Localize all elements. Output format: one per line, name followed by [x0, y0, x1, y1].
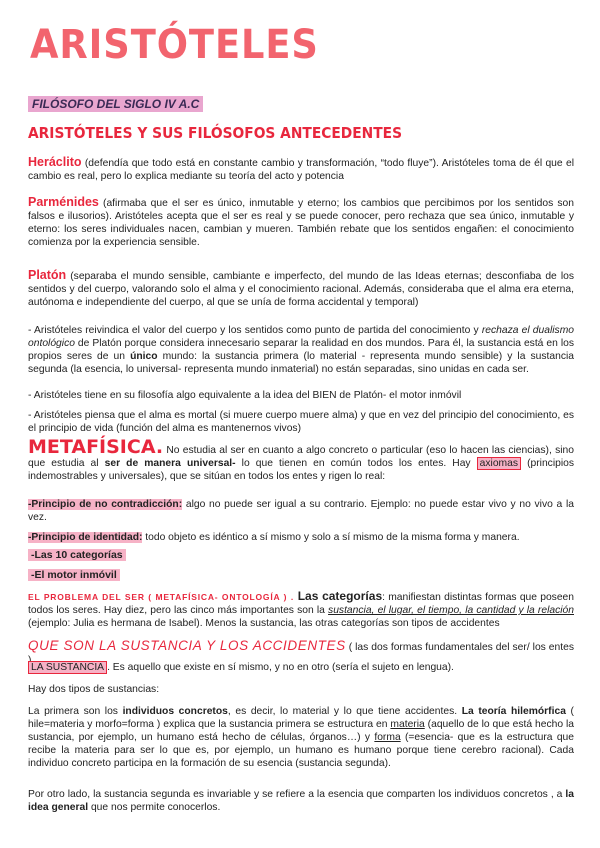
paragraph-text: , es decir, lo material y lo que tiene accidentes.	[227, 706, 462, 717]
metafisica-bold: ser de manera universal-	[104, 458, 236, 469]
problema-text: (ejemplo: Julia es hermana de Isabel). Menos la sustancia, las otras categorías son tipos de accidentes	[28, 618, 500, 629]
sustancia-definition	[28, 661, 574, 674]
problema-text: : manifiestan distintas formas que poseen todos los seres. Hay diez, pero las cinco más importantes son la	[28, 592, 575, 616]
forma-term: forma	[374, 732, 401, 743]
parmenides-name: Parménides	[28, 195, 99, 209]
sustancia-def: . Es aquello que existe en sí mismo, y no en otro (sería el sujeto en lengua).	[107, 662, 454, 673]
principio-identidad	[28, 531, 574, 544]
heraclito-paragraph	[28, 156, 574, 183]
paragraph-text: ( hile=materia y morfo=forma ) explica que la sustancia primera se estructura en	[28, 706, 574, 730]
bullet-text: - Aristóteles reivindica el valor del cuerpo y los sentidos como punto de partida del conocimiento y	[28, 325, 482, 336]
section-title: ARISTÓTELES Y SUS FILÓSOFOS ANTECEDENTES	[28, 124, 403, 142]
bullet-alma: - Aristóteles piensa que el alma es mortal (si muere cuerpo muere alma) y que en vez del principio del conocimiento, es el principio de vida (función del alma es mantenernos vivos)	[28, 410, 574, 434]
paragraph-text: La primera son los	[28, 706, 123, 717]
categorias-item: -Las 10 categorías	[28, 549, 126, 561]
paragraph-text: (aquello de lo que está hecho la sustancia, por ejemplo, un humano está hecho de células, órganos…) y	[28, 719, 575, 743]
principio-no-contradiccion	[28, 498, 574, 524]
platon-name: Platón	[28, 268, 67, 282]
bullet-dualismo	[28, 324, 574, 376]
sustancia-heading: QUE SON LA SUSTANCIA Y LOS ACCIDENTES	[28, 638, 346, 653]
parmenides-paragraph	[28, 196, 574, 249]
bullet-text: mundo: la sustancia primera (lo material - representa mundo sensible) y la sustancia segunda (la esencia, lo universal- representa mundo inmaterial) no están separadas, sino unidas en cada ser.	[28, 351, 574, 375]
problema-ser-paragraph	[28, 590, 574, 630]
parmenides-text: (afirmaba que el ser es único, inmutable y eterno; los cambios que percibimos por los sentidos son falsos e ilusorios). Aristóteles acepta que el ser es real y se puede conocer, pero rechaza que sea único, inmutable y eterno: los seres individuales nacen, cambian y mueren. También rebate que los sentidos engañen: el conocimiento comienza por la experiencia sensible.	[28, 198, 574, 248]
paragraph-bold: la idea general	[28, 789, 574, 813]
platon-text: (separaba el mundo sensible, cambiante e imperfecto, del mundo de las Ideas eternas; desconfiaba de los sentidos y del cuerpo, valorando solo el alma y el conocimiento racional. Además, consideraba que el alma era eterna, autónoma e independiente del cuerpo, al que se unía de forma accidental y temporal)	[28, 271, 574, 308]
principio-label: -Principio de no contradicción:	[28, 499, 183, 510]
page-subtitle: FILÓSOFO DEL SIGLO IV A.C	[28, 96, 203, 112]
metafisica-heading: METAFÍSICA.	[28, 436, 164, 458]
paragraph-bold: La teoría hilemórfica	[461, 706, 566, 717]
principio-label: -Principio de identidad:	[28, 532, 143, 543]
bullet-motor: - Aristóteles tiene en su filosofía algo equivalente a la idea del BIEN de Platón- el motor inmóvil	[28, 390, 462, 401]
paragraph-text: que nos permite conocerlos.	[88, 802, 221, 813]
metafisica-paragraph	[28, 436, 574, 483]
categorias-list: sustancia, el lugar, el tiempo, la cantidad y la relación	[328, 605, 574, 616]
sustancia-primera-paragraph	[28, 705, 574, 770]
bullet-italic: rechaza el dualismo ontológico	[28, 325, 575, 349]
bullet-text: de Platón porque considera innecesario separar la realidad en dos mundos. Para él, la sustancia está en los propios seres de un	[28, 338, 574, 362]
sustancia-segunda-paragraph	[28, 788, 574, 814]
principio-text: algo no puede ser igual a su contrario. Ejemplo: no puede estar vivo y no vivo a la vez.	[28, 499, 574, 523]
categorias-label: Las categorías	[294, 589, 383, 603]
metafisica-text: No estudia al ser en cuanto a algo concreto o particular (eso lo hacen las ciencias), sino que estudia al	[28, 445, 574, 469]
paragraph-text: Por otro lado, la sustancia segunda es invariable y se refiere a la esencia que comparten los individuos concretos , a	[28, 789, 566, 800]
page-title: ARISTÓTELES	[30, 22, 319, 68]
tipos-sustancias: Hay dos tipos de sustancias:	[28, 684, 160, 695]
bullet-bold: único	[130, 351, 158, 362]
metafisica-text: lo que tienen en común todos los entes. Hay	[235, 458, 477, 469]
metafisica-text: (principios indemostrables y universales), que se sitúan en todos los entes y rigen lo real:	[28, 458, 574, 482]
heraclito-text: (defendía que todo está en constante cambio y transformación, “todo fluye”). Aristóteles toma de él que el cambio es real, pero lo explica mediante su teoría del acto y potencia	[28, 158, 574, 182]
platon-paragraph	[28, 269, 574, 309]
materia-term: materia	[390, 719, 425, 730]
paragraph-bold: individuos concretos	[122, 706, 228, 717]
sustancia-note: ( las dos formas fundamentales del ser/ los entes	[348, 642, 574, 653]
problema-heading: EL PROBLEMA DEL SER ( METAFÍSICA- ONTOLOGÍA ) .	[28, 592, 294, 602]
principio-text: todo objeto es idéntico a sí mismo y solo a sí mismo de la misma forma y manera.	[142, 532, 520, 543]
heraclito-name: Heráclito	[28, 155, 82, 169]
sustancia-label: LA SUSTANCIA	[28, 661, 107, 674]
paragraph-text: (=esencia- que es la estructura que recibe la materia para ser lo que es, por ejemplo, un humano es humano porque tiene cerebro racional). Cada individuo concreto participa en la formación de su esencia (sustancia segunda).	[28, 732, 574, 769]
axiomas-highlight: axiomas	[477, 457, 521, 470]
motor-inmovil-item: -El motor inmóvil	[28, 569, 120, 581]
